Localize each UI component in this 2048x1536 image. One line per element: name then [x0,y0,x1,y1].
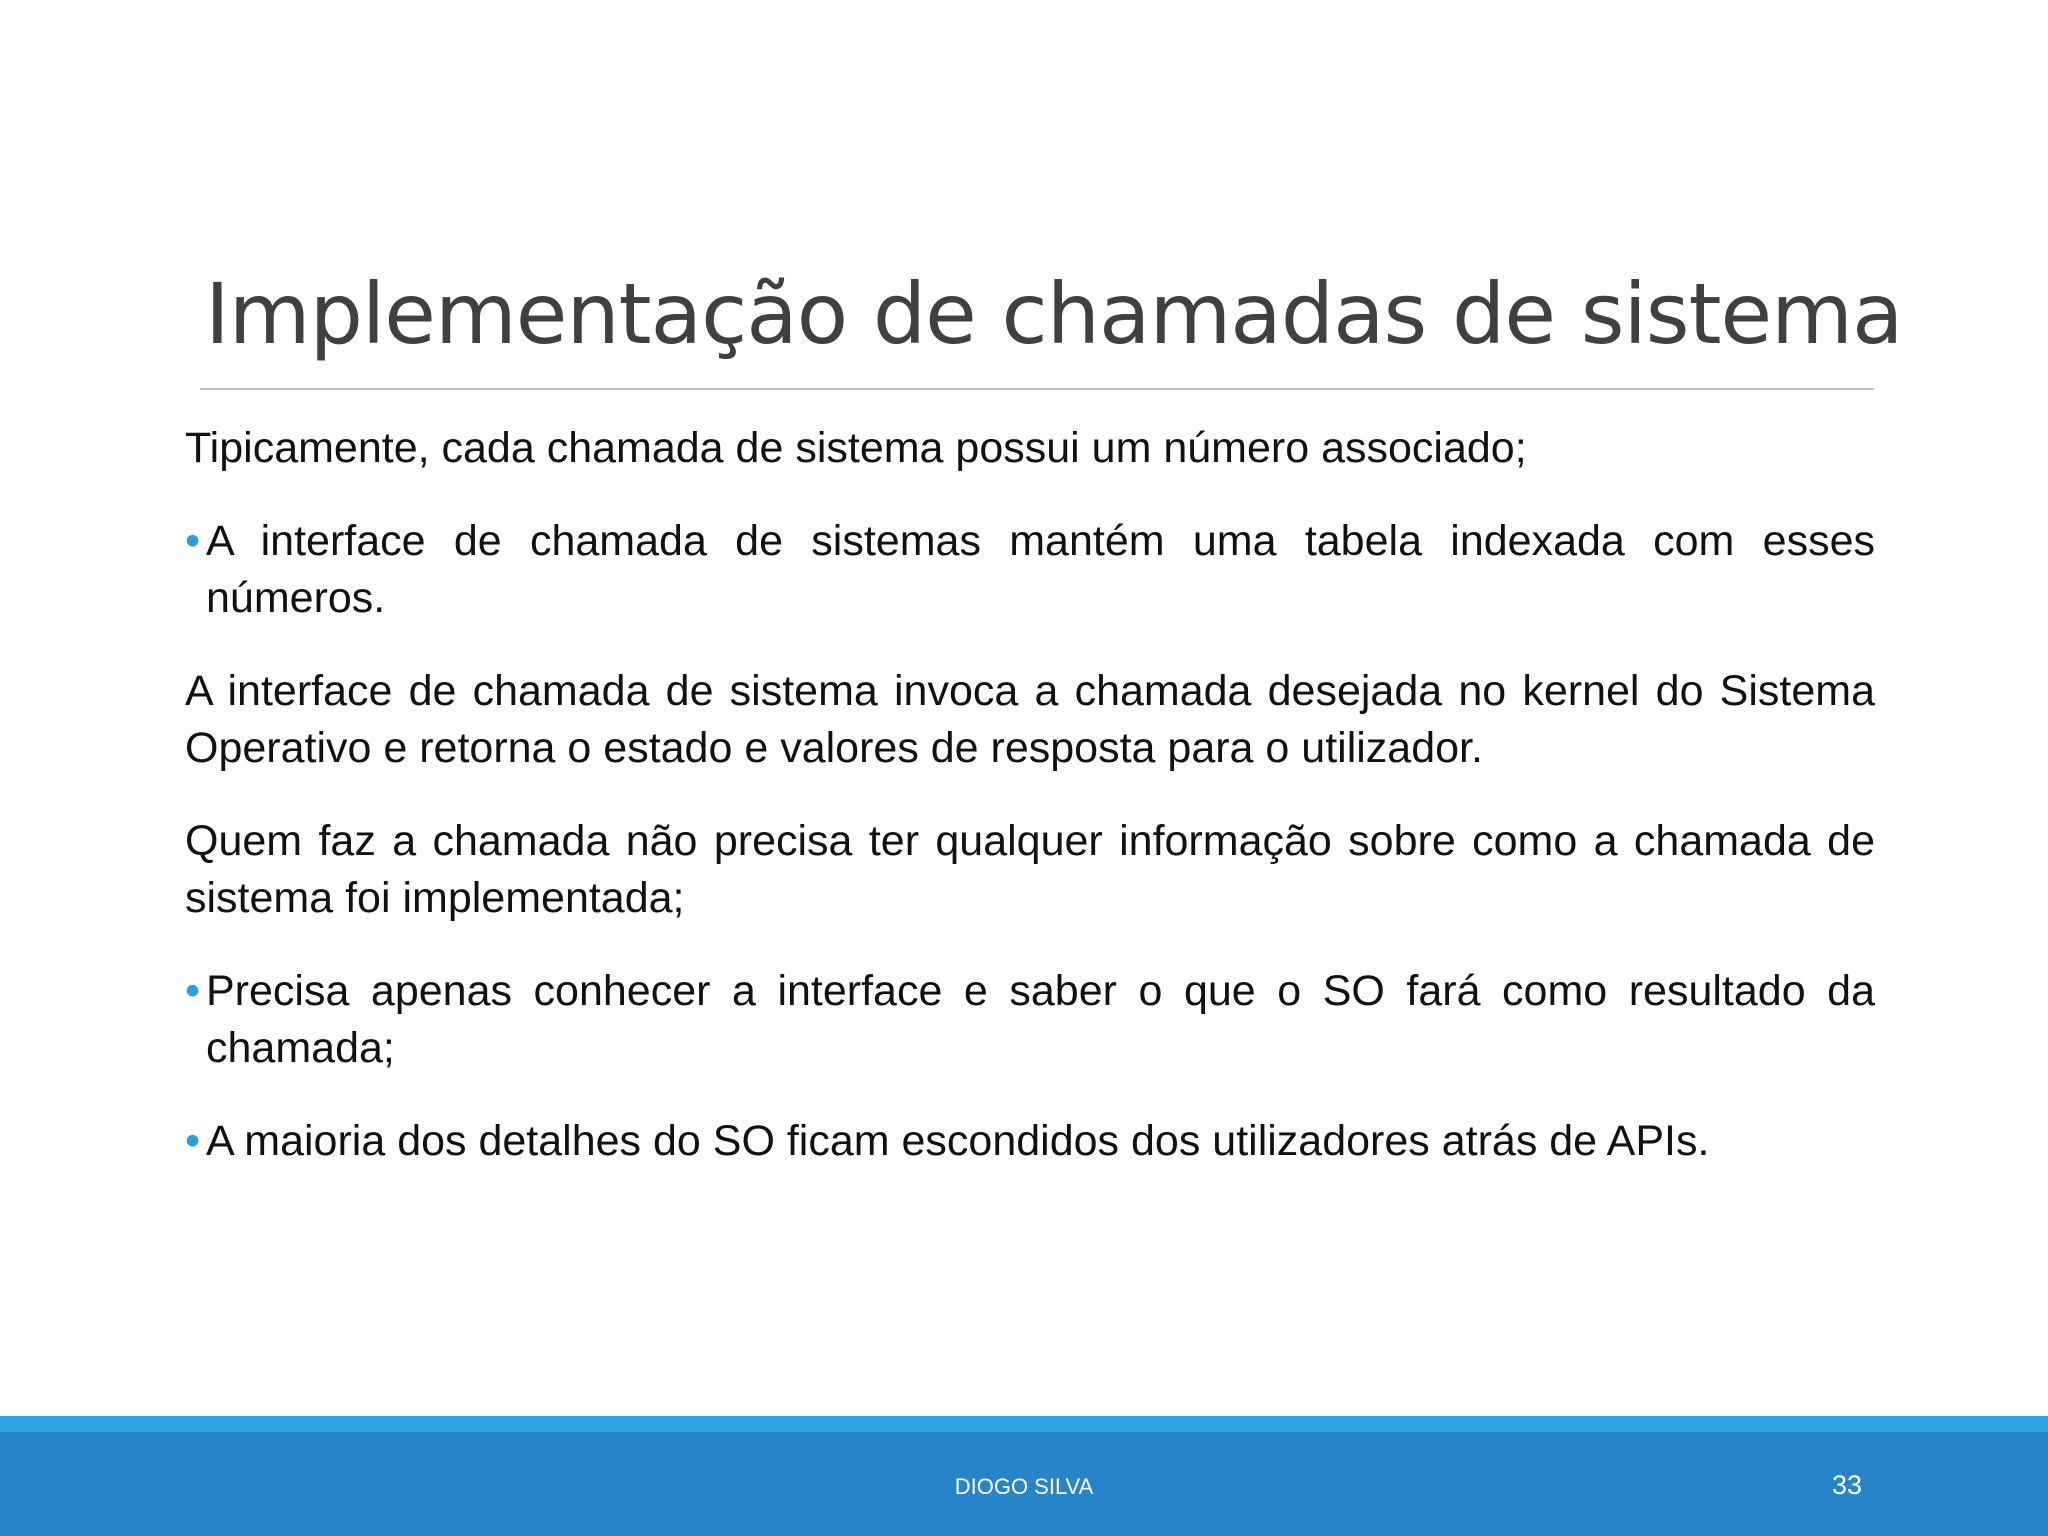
body-paragraph [185,663,1875,777]
bullet-item [185,513,1875,627]
bullet-icon: • [185,517,201,565]
bullet-icon: • [185,967,201,1015]
slide-title: Implementação de chamadas de sistema [205,265,1903,363]
paragraph-text: Quem faz a chamada não precisa ter qualquer informação sobre como a chamada de sistema foi implementada; [185,817,1875,922]
paragraph-text: A interface de chamada de sistema invoca a chamada desejada no kernel do Sistema Operativo e retorna o estado e valores de resposta para o utilizador. [185,667,1875,772]
bullet-text: A interface de chamada de sistemas mantém uma tabela indexada com esses números. [206,517,1875,622]
paragraph-text: Tipicamente, cada chamada de sistema possui um número associado; [185,424,1527,472]
bullet-item [185,1113,1875,1170]
body-paragraph [185,420,1875,477]
footer-accent-band [0,1416,2048,1432]
bullet-text: A maioria dos detalhes do SO ficam escondidos dos utilizadores atrás de APIs. [206,1117,1710,1165]
title-divider [200,388,1874,390]
footer-author: DIOGO SILVA [954,1474,1094,1499]
bullet-text: Precisa apenas conhecer a interface e saber o que o SO fará como resultado da chamada; [206,967,1875,1072]
footer-bar [0,1432,2048,1536]
bullet-icon: • [185,1117,201,1165]
body-paragraph [185,813,1875,927]
slide-body [185,420,1875,1206]
slide-page-number: 33 [1831,1470,1862,1500]
bullet-item [185,963,1875,1077]
